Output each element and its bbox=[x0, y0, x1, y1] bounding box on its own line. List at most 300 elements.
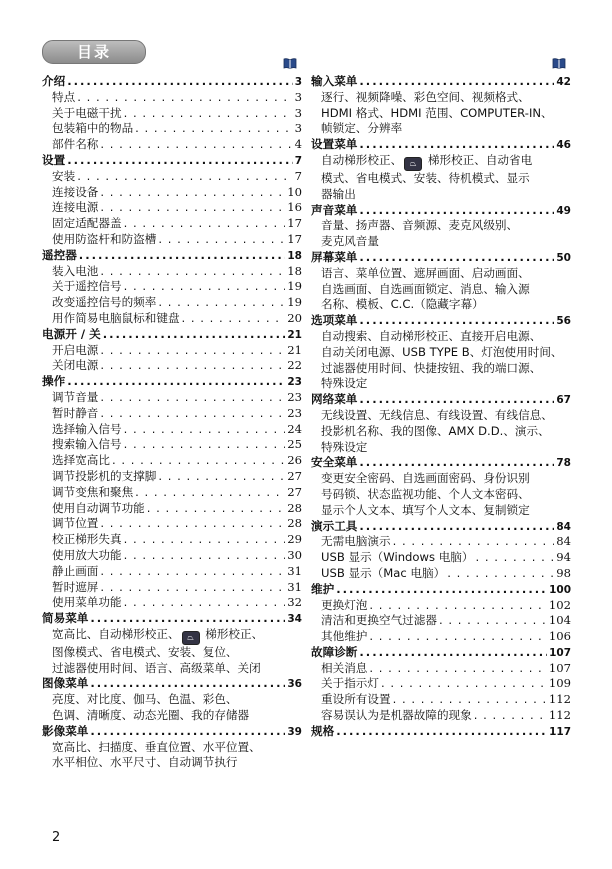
toc-entry-label: 使用菜单功能 bbox=[52, 595, 122, 610]
desc-text: 名称、模板、C.C.（隐藏字幕） bbox=[321, 297, 484, 312]
dot-leader bbox=[67, 374, 285, 390]
section-description bbox=[42, 627, 302, 677]
desc-text: 器输出 bbox=[321, 186, 356, 201]
toc-entry-label: 输入菜单 bbox=[311, 74, 358, 88]
description-line bbox=[321, 487, 571, 503]
toc-page-number: 4 bbox=[294, 137, 302, 152]
toc-entry[interactable] bbox=[311, 566, 571, 582]
toc-entry-label: 设置菜单 bbox=[311, 137, 358, 152]
toc-page-number: 117 bbox=[549, 725, 571, 738]
toc-entry[interactable] bbox=[311, 692, 571, 708]
dot-leader bbox=[158, 232, 285, 248]
toc-page-number: 17 bbox=[287, 216, 302, 231]
toc-entry-label: 操作 bbox=[42, 374, 66, 389]
dot-leader bbox=[147, 501, 285, 517]
toc-section-heading[interactable] bbox=[42, 676, 302, 692]
description-line bbox=[321, 282, 571, 298]
desc-text: 亮度、对比度、伽马、色温、彩色、 bbox=[52, 692, 238, 707]
desc-text: HDMI 格式、HDMI 范围、COMPUTER-IN、 bbox=[321, 105, 553, 120]
toc-entry[interactable] bbox=[42, 390, 302, 406]
toc-entry[interactable] bbox=[42, 516, 302, 532]
desc-text: 特殊设定 bbox=[321, 439, 368, 454]
toc-entry-label: 故障诊断 bbox=[311, 644, 358, 659]
toc-entry-label: 设置 bbox=[42, 152, 66, 167]
toc-entry-label: 关于遥控信号 bbox=[52, 279, 122, 294]
description-line bbox=[321, 503, 571, 519]
toc-entry[interactable] bbox=[42, 358, 302, 374]
description-line bbox=[321, 297, 571, 313]
dot-leader bbox=[100, 516, 285, 532]
toc-section-heading[interactable] bbox=[42, 74, 302, 90]
toc-entry-label: 介绍 bbox=[42, 74, 66, 88]
toc-entry[interactable] bbox=[311, 613, 571, 629]
dot-leader bbox=[158, 295, 285, 311]
toc-section-heading[interactable] bbox=[311, 455, 571, 471]
toc-page-number: 3 bbox=[294, 76, 302, 88]
desc-text: 过滤器使用时间、快捷按钮、我的端口源、 bbox=[321, 360, 542, 375]
toc-page-number: 106 bbox=[548, 629, 571, 644]
toc-entry-label: 影像菜单 bbox=[42, 723, 89, 738]
toc-entry[interactable] bbox=[42, 485, 302, 501]
toc-entry-label: 选择宽高比 bbox=[52, 453, 110, 468]
toc-entry-label: 安装 bbox=[52, 168, 76, 183]
toc-entry-label: 关于指示灯 bbox=[321, 676, 379, 691]
toc-page-number: 31 bbox=[287, 579, 302, 594]
toc-page-number: 25 bbox=[287, 437, 302, 452]
toc-entry-label: 其他维护 bbox=[321, 629, 368, 644]
toc-section-heading[interactable] bbox=[311, 137, 571, 153]
dot-leader bbox=[336, 724, 547, 740]
toc-entry[interactable] bbox=[42, 295, 302, 311]
toc-entry-label: 暂时遮屏 bbox=[52, 579, 99, 594]
toc-section-heading[interactable] bbox=[311, 203, 571, 219]
toc-page-number: 98 bbox=[556, 565, 571, 580]
toc-entry-label: 屏幕菜单 bbox=[311, 249, 358, 264]
toc-section-heading[interactable] bbox=[311, 250, 571, 266]
dot-leader bbox=[124, 279, 286, 295]
toc-section-heading[interactable] bbox=[42, 153, 302, 169]
description-line bbox=[321, 408, 571, 424]
toc-section-heading[interactable] bbox=[42, 327, 302, 343]
toc-entry-label: 维护 bbox=[311, 581, 335, 596]
description-line bbox=[321, 361, 571, 377]
toc-entry[interactable] bbox=[42, 406, 302, 422]
dot-leader bbox=[124, 595, 286, 611]
dot-leader bbox=[100, 200, 285, 216]
toc-entry-label: 选择输入信号 bbox=[52, 421, 122, 436]
toc-entry[interactable] bbox=[42, 437, 302, 453]
desc-text: 变更安全密码、自选画面密码、身份识别 bbox=[321, 471, 530, 486]
dot-leader bbox=[135, 485, 285, 501]
toc-entry[interactable] bbox=[42, 453, 302, 469]
toc-page-number: 23 bbox=[287, 405, 302, 420]
description-line bbox=[321, 376, 571, 392]
desc-text: 帧锁定、分辨率 bbox=[321, 121, 403, 136]
dot-leader bbox=[474, 708, 547, 724]
desc-text: 色调、清晰度、动态光圈、我的存储器 bbox=[52, 708, 250, 723]
toc-page-number: 112 bbox=[548, 692, 571, 707]
description-line bbox=[321, 329, 571, 345]
toc-page-number: 17 bbox=[287, 231, 302, 246]
toc-entry[interactable] bbox=[42, 343, 302, 359]
toc-entry[interactable] bbox=[311, 534, 571, 550]
toc-entry[interactable] bbox=[311, 550, 571, 566]
toc-right-column bbox=[311, 74, 571, 740]
toc-page-number: 27 bbox=[287, 468, 302, 483]
dot-leader bbox=[359, 455, 554, 471]
description-line bbox=[321, 345, 571, 361]
dot-leader bbox=[100, 343, 285, 359]
toc-entry-label: 图像菜单 bbox=[42, 676, 89, 691]
desc-text: 图像模式、省电模式、安装、复位、 bbox=[52, 644, 238, 659]
toc-entry[interactable] bbox=[311, 661, 571, 677]
toc-page-number: 112 bbox=[548, 708, 571, 723]
dot-leader bbox=[77, 90, 292, 106]
toc-entry[interactable] bbox=[311, 708, 571, 724]
dot-leader bbox=[359, 392, 554, 408]
desc-text: 显示个人文本、填写个人文本、复制锁定 bbox=[321, 502, 530, 517]
desc-text: 逐行、视频降噪、彩色空间、视频格式、 bbox=[321, 89, 530, 104]
toc-entry-label: 规格 bbox=[311, 723, 335, 738]
toc-page-number: 104 bbox=[548, 613, 571, 628]
toc-entry-label: 选项菜单 bbox=[311, 313, 358, 328]
toc-page-number: 3 bbox=[294, 105, 302, 120]
description-line bbox=[321, 90, 571, 106]
toc-entry-label: 电源开 / 关 bbox=[42, 326, 101, 341]
dot-leader bbox=[393, 534, 555, 550]
toc-entry-label: 搜索输入信号 bbox=[52, 437, 122, 452]
toc-entry[interactable] bbox=[42, 564, 302, 580]
dot-leader bbox=[67, 153, 292, 169]
dot-leader bbox=[100, 390, 285, 406]
toc-entry[interactable] bbox=[42, 137, 302, 153]
dot-leader bbox=[90, 676, 285, 692]
toc-entry-label: 遥控器 bbox=[42, 247, 77, 262]
toc-section-heading[interactable] bbox=[311, 519, 571, 535]
toc-page-number: 3 bbox=[294, 89, 302, 104]
toc-page-number: 29 bbox=[287, 532, 302, 547]
toc-entry[interactable] bbox=[42, 469, 302, 485]
toc-page-number: 19 bbox=[287, 295, 302, 310]
toc-section-heading[interactable] bbox=[42, 611, 302, 627]
description-line bbox=[321, 121, 571, 137]
toc-entry[interactable] bbox=[42, 501, 302, 517]
dot-leader bbox=[359, 313, 554, 329]
desc-text: 特殊设定 bbox=[321, 376, 368, 391]
toc-entry-label: 包装箱中的物品 bbox=[52, 121, 134, 136]
description-line bbox=[52, 627, 302, 645]
dot-leader bbox=[90, 611, 285, 627]
toc-page-number: 32 bbox=[287, 595, 302, 610]
desc-text: 无线设置、无线信息、有线设置、有线信息、 bbox=[321, 407, 553, 422]
dot-leader bbox=[124, 216, 286, 232]
description-line bbox=[321, 266, 571, 282]
desc-text: 宽高比、扫描度、垂直位置、水平位置、 bbox=[52, 739, 261, 754]
toc-page-number: 84 bbox=[556, 520, 571, 533]
toc-page-number: 23 bbox=[287, 376, 302, 389]
dot-leader bbox=[124, 548, 286, 564]
toc-page-number: 102 bbox=[548, 597, 571, 612]
dot-leader bbox=[369, 661, 546, 677]
dot-leader bbox=[124, 422, 286, 438]
toc-entry[interactable] bbox=[42, 264, 302, 280]
toc-entry-label: 特点 bbox=[52, 89, 76, 104]
description-line bbox=[321, 424, 571, 440]
dot-leader bbox=[103, 327, 286, 343]
toc-section-heading[interactable] bbox=[42, 248, 302, 264]
toc-entry-label: 简易菜单 bbox=[42, 611, 89, 626]
book-icon bbox=[283, 58, 297, 69]
dot-leader bbox=[124, 437, 286, 453]
toc-page-number: 28 bbox=[287, 516, 302, 531]
toc-page-number: 107 bbox=[548, 660, 571, 675]
description-line bbox=[52, 692, 302, 708]
toc-entry-label: 相关消息 bbox=[321, 660, 368, 675]
toc-entry[interactable] bbox=[311, 629, 571, 645]
toc-entry[interactable] bbox=[42, 311, 302, 327]
toc-entry[interactable] bbox=[42, 185, 302, 201]
toc-page-number: 50 bbox=[556, 251, 571, 264]
toc-entry-label: 演示工具 bbox=[311, 518, 358, 533]
toc-entry-label: 容易误认为是机器故障的现象 bbox=[321, 708, 472, 723]
toc-page-number: 107 bbox=[549, 646, 571, 659]
book-icon bbox=[552, 58, 566, 69]
description-line bbox=[52, 708, 302, 724]
dot-leader bbox=[381, 676, 547, 692]
desc-text: 投影机名称、我的图像、AMX D.D.、演示、 bbox=[321, 423, 550, 438]
dot-leader bbox=[79, 248, 286, 264]
toc-page-number: 46 bbox=[556, 139, 571, 152]
toc-entry[interactable] bbox=[42, 548, 302, 564]
toc-page-number: 22 bbox=[287, 358, 302, 373]
toc-page-number: 27 bbox=[287, 484, 302, 499]
dot-leader bbox=[369, 598, 546, 614]
toc-entry-label: 静止画面 bbox=[52, 563, 99, 578]
toc-page-number: 3 bbox=[294, 121, 302, 136]
toc-entry[interactable] bbox=[42, 216, 302, 232]
desc-text: 自动梯形校正、 bbox=[321, 152, 403, 167]
toc-entry[interactable] bbox=[42, 232, 302, 248]
toc-page-number: 21 bbox=[287, 328, 302, 341]
toc-entry-label: USB 显示（Mac 电脑） bbox=[321, 565, 446, 580]
dot-leader bbox=[100, 564, 285, 580]
dot-leader bbox=[182, 311, 286, 327]
toc-page-number: 100 bbox=[549, 583, 571, 596]
toc-page-number: 42 bbox=[556, 76, 571, 88]
dot-leader bbox=[67, 74, 292, 90]
toc-entry[interactable] bbox=[311, 676, 571, 692]
toc-entry-label: 调节位置 bbox=[52, 516, 99, 531]
dot-leader bbox=[393, 692, 547, 708]
section-description bbox=[311, 329, 571, 392]
toc-entry-label: 声音菜单 bbox=[311, 202, 358, 217]
toc-section-heading[interactable] bbox=[311, 392, 571, 408]
dot-leader bbox=[112, 453, 285, 469]
dot-leader bbox=[359, 519, 554, 535]
description-line bbox=[321, 234, 571, 250]
toc-page-number: 49 bbox=[556, 204, 571, 217]
toc-page-number: 19 bbox=[287, 279, 302, 294]
desc-text: 号码锁、状态监视功能、个人文本密码、 bbox=[321, 486, 530, 501]
toc-entry-label: 关闭电源 bbox=[52, 358, 99, 373]
section-description bbox=[311, 90, 571, 137]
toc-section-heading[interactable] bbox=[42, 374, 302, 390]
toc-entry-label: 关于电磁干扰 bbox=[52, 105, 122, 120]
toc-entry[interactable] bbox=[42, 595, 302, 611]
description-line bbox=[321, 471, 571, 487]
toc-page-number: 7 bbox=[294, 154, 302, 167]
dot-leader bbox=[124, 106, 293, 122]
dot-leader bbox=[124, 532, 286, 548]
toc-page-number: 18 bbox=[287, 249, 302, 262]
toc-entry-label: USB 显示（Windows 电脑） bbox=[321, 550, 474, 565]
toc-page-number: 67 bbox=[556, 394, 571, 407]
toc-section-heading[interactable] bbox=[42, 724, 302, 740]
toc-page-number: 84 bbox=[556, 534, 571, 549]
toc-page-number: 109 bbox=[548, 676, 571, 691]
toc-entry-label: 使用放大功能 bbox=[52, 547, 122, 562]
section-description bbox=[311, 471, 571, 518]
toc-entry-label: 无需电脑演示 bbox=[321, 534, 391, 549]
toc-entry-label: 更换灯泡 bbox=[321, 597, 368, 612]
toc-entry-label: 安全菜单 bbox=[311, 455, 358, 470]
toc-page-number: 7 bbox=[294, 168, 302, 183]
dot-leader bbox=[77, 169, 292, 185]
section-description bbox=[42, 740, 302, 772]
section-description bbox=[42, 692, 302, 724]
toc-entry-label: 连接电源 bbox=[52, 200, 99, 215]
toc-entry-label: 用作简易电脑鼠标和键盘 bbox=[52, 310, 180, 325]
description-line bbox=[321, 153, 571, 171]
description-line bbox=[52, 661, 302, 677]
desc-text: 自动关闭电源、USB TYPE B、灯泡使用时间、 bbox=[321, 344, 563, 359]
desc-text: 音量、扬声器、音频源、麦克风级别、 bbox=[321, 218, 519, 233]
toc-page-number: 78 bbox=[556, 457, 571, 470]
toc-entry[interactable] bbox=[42, 90, 302, 106]
dot-leader bbox=[369, 629, 546, 645]
toc-page-number: 30 bbox=[287, 547, 302, 562]
toc-entry-label: 使用自动调节功能 bbox=[52, 500, 145, 515]
toc-page-number: 10 bbox=[287, 184, 302, 199]
toc-entry-label: 调节变焦和聚焦 bbox=[52, 484, 134, 499]
keystone-icon: ⏢ bbox=[404, 157, 422, 171]
toc-section-heading[interactable] bbox=[311, 313, 571, 329]
toc-entry[interactable] bbox=[42, 106, 302, 122]
toc-section-heading[interactable] bbox=[311, 74, 571, 90]
desc-text: 宽高比、自动梯形校正、 bbox=[52, 626, 180, 641]
toc-entry-label: 部件名称 bbox=[52, 137, 99, 152]
dot-leader bbox=[336, 582, 547, 598]
toc-entry-label: 调节音量 bbox=[52, 389, 99, 404]
toc-page-number: 21 bbox=[287, 342, 302, 357]
toc-entry[interactable] bbox=[311, 598, 571, 614]
desc-text: 自动搜索、自动梯形校正、直接开启电源、 bbox=[321, 328, 542, 343]
description-line bbox=[321, 218, 571, 234]
toc-entry-label: 改变遥控信号的频率 bbox=[52, 295, 157, 310]
toc-entry-label: 暂时静音 bbox=[52, 405, 99, 420]
desc-text: 梯形校正、 bbox=[201, 626, 264, 641]
dot-leader bbox=[359, 137, 554, 153]
section-description bbox=[311, 153, 571, 203]
toc-entry-label: 固定适配器盖 bbox=[52, 216, 122, 231]
dot-leader bbox=[476, 550, 555, 566]
dot-leader bbox=[359, 203, 554, 219]
section-description bbox=[311, 218, 571, 250]
desc-text: 自选画面、自选画面锁定、消息、输入源 bbox=[321, 281, 530, 296]
dot-leader bbox=[359, 74, 554, 90]
dot-leader bbox=[100, 185, 285, 201]
description-line bbox=[52, 645, 302, 661]
dot-leader bbox=[359, 645, 547, 661]
dot-leader bbox=[100, 580, 285, 596]
toc-entry[interactable] bbox=[42, 532, 302, 548]
toc-entry-label: 调节投影机的支撑脚 bbox=[52, 468, 157, 483]
toc-entry[interactable] bbox=[42, 422, 302, 438]
toc-section-heading[interactable] bbox=[311, 582, 571, 598]
toc-section-heading[interactable] bbox=[311, 724, 571, 740]
description-line bbox=[321, 106, 571, 122]
desc-text: 过滤器使用时间、语言、高级菜单、关闭 bbox=[52, 660, 261, 675]
toc-page-number: 36 bbox=[287, 678, 302, 691]
dot-leader bbox=[158, 469, 285, 485]
page-number: 2 bbox=[52, 830, 61, 845]
toc-page-number: 28 bbox=[287, 500, 302, 515]
description-line bbox=[321, 440, 571, 456]
toc-left-column bbox=[42, 74, 302, 771]
toc-page-number: 24 bbox=[287, 421, 302, 436]
toc-entry-label: 开启电源 bbox=[52, 342, 99, 357]
toc-entry[interactable] bbox=[42, 279, 302, 295]
toc-page-number: 56 bbox=[556, 315, 571, 328]
description-line bbox=[52, 740, 302, 756]
toc-page-number: 26 bbox=[287, 453, 302, 468]
toc-title: 目录 bbox=[42, 40, 146, 64]
dot-leader bbox=[100, 137, 292, 153]
toc-page-number: 23 bbox=[287, 389, 302, 404]
desc-text: 麦克风音量 bbox=[321, 234, 379, 249]
toc-section-heading[interactable] bbox=[311, 645, 571, 661]
toc-entry-label: 校正梯形失真 bbox=[52, 532, 122, 547]
dot-leader bbox=[359, 250, 554, 266]
toc-entry-label: 网络菜单 bbox=[311, 392, 358, 407]
dot-leader bbox=[100, 264, 285, 280]
dot-leader bbox=[100, 406, 285, 422]
description-line bbox=[321, 171, 571, 187]
toc-page-number: 39 bbox=[287, 725, 302, 738]
toc-page-number: 16 bbox=[287, 200, 302, 215]
section-description bbox=[311, 266, 571, 313]
desc-text: 语言、菜单位置、遮屏画面、启动画面、 bbox=[321, 265, 530, 280]
dot-leader bbox=[439, 613, 547, 629]
description-line bbox=[52, 755, 302, 771]
dot-leader bbox=[447, 566, 554, 582]
toc-entry[interactable] bbox=[42, 580, 302, 596]
toc-entry-label: 装入电池 bbox=[52, 263, 99, 278]
toc-entry[interactable] bbox=[42, 200, 302, 216]
section-description bbox=[311, 408, 571, 455]
desc-text: 水平相位、水平尺寸、自动调节执行 bbox=[52, 755, 238, 770]
desc-text: 模式、省电模式、安装、待机模式、显示 bbox=[321, 170, 530, 185]
dot-leader bbox=[135, 121, 292, 137]
toc-page-number: 94 bbox=[556, 550, 571, 565]
toc-page-number: 18 bbox=[287, 263, 302, 278]
description-line bbox=[321, 187, 571, 203]
keystone-icon: ⏢ bbox=[182, 631, 200, 645]
toc-page-number: 34 bbox=[287, 613, 302, 626]
toc-entry[interactable] bbox=[42, 169, 302, 185]
toc-entry[interactable] bbox=[42, 121, 302, 137]
toc-entry-label: 重设所有设置 bbox=[321, 692, 391, 707]
